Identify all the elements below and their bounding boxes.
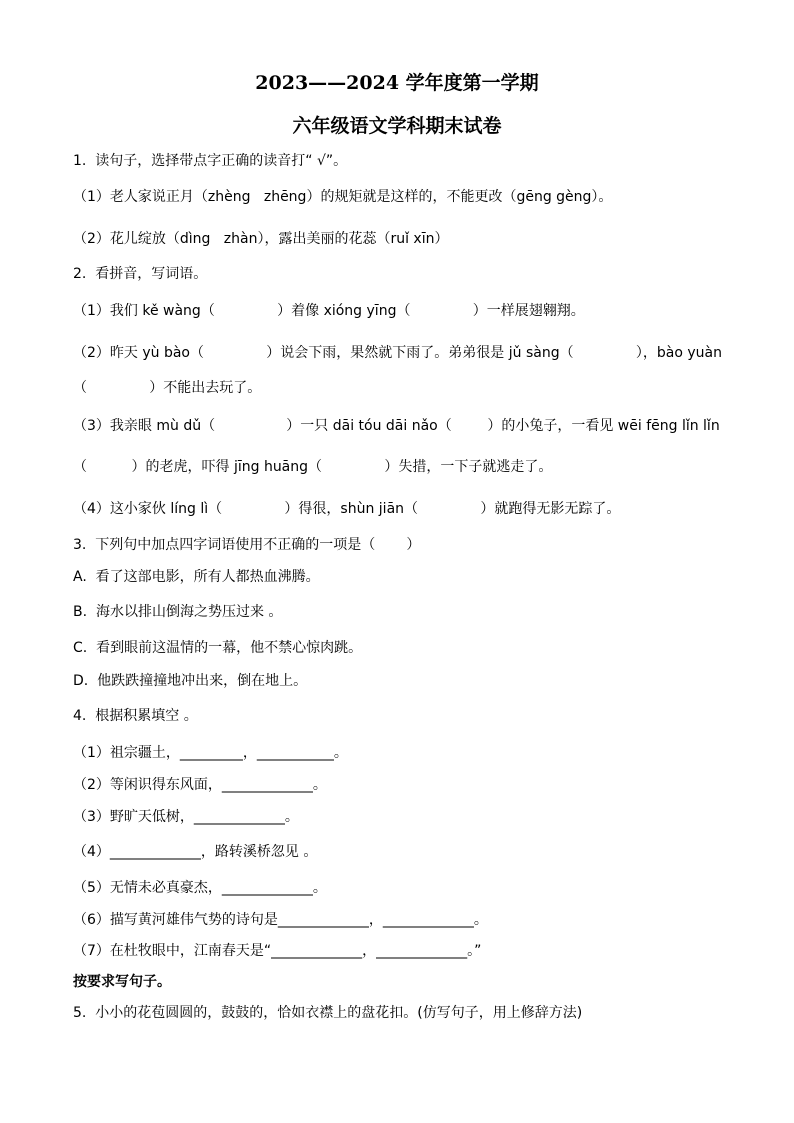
question-4-item-1: （1）祖宗疆土，_________，___________。 — [73, 745, 348, 761]
question-4-item-4: （4）_____________，路转溪桥忽见 。 — [73, 844, 318, 860]
question-3-option-d: D. 他跌跌撞撞地冲出来，倒在地上。 — [73, 673, 308, 689]
exam-subtitle: 六年级语文学科期末试卷 — [292, 115, 502, 137]
question-4-item-3: （3）野旷天低树，_____________。 — [73, 809, 299, 825]
question-3-option-c: C. 看到眼前这温情的一幕，他不禁心惊肉跳。 — [73, 640, 363, 656]
question-2-item-4: （4）这小家伙 líng lì（ ）得很，shùn jiān（ ）就跑得无影无踪了。 — [73, 501, 621, 517]
question-1-item-1: （1）老人家说正月（zhèng zhēng）的规矩就是这样的，不能更改（gēng gèng）。 — [73, 189, 613, 205]
question-2-item-3-line-2: （ ）的老虎，吓得 jīng huāng（ ）失措，一下子就逃走了。 — [73, 459, 553, 475]
question-4-item-2: （2）等闲识得东风面，_____________。 — [73, 777, 327, 793]
question-3-option-b: B. 海水以排山倒海之势压过来 。 — [73, 604, 283, 620]
exam-title: 2023——2024 学年度第一学期 — [255, 72, 539, 94]
question-3-stem: 3. 下列句中加点四字词语使用不正确的一项是（ ） — [73, 537, 421, 553]
question-4-stem: 4. 根据积累填空 。 — [73, 708, 198, 724]
question-4-item-5: （5）无情未必真豪杰，_____________。 — [73, 880, 327, 896]
question-3-option-a: A. 看了这部电影，所有人都热血沸腾。 — [73, 569, 320, 585]
question-1-item-2: （2）花儿绽放（dìng zhàn），露出美丽的花蕊（ruǐ xīn） — [73, 231, 449, 247]
question-1-stem: 1. 读句子，选择带点字正确的读音打“ √”。 — [73, 153, 348, 169]
question-2-item-2-line-2: （ ）不能出去玩了。 — [73, 380, 262, 396]
question-5-stem: 5. 小小的花苞圆圆的，鼓鼓的，恰如衣襟上的盘花扣。(仿写句子，用上修辞方法) — [73, 1005, 583, 1021]
question-4-item-6: （6）描写黄河雄伟气势的诗句是_____________，_____________。 — [73, 912, 488, 928]
question-2-stem: 2. 看拼音，写词语。 — [73, 266, 208, 282]
question-2-item-1: （1）我们 kě wàng（ ）着像 xióng yīng（ ）一样展翅翱翔。 — [73, 303, 585, 319]
question-4-item-7: （7）在杜牧眼中，江南春天是“_____________，_____________。” — [73, 943, 482, 959]
question-2-item-2-line-1: （2）昨天 yù bào（ ）说会下雨，果然就下雨了。弟弟很是 jǔ sàng（ ），bào yuàn — [73, 345, 722, 361]
question-2-item-3-line-1: （3）我亲眼 mù dǔ（ ）一只 dāi tóu dāi nǎo（ ）的小兔子，一看见 wēi fēng lǐn lǐn — [73, 418, 720, 434]
section-heading-rewrite: 按要求写句子。 — [73, 974, 171, 990]
